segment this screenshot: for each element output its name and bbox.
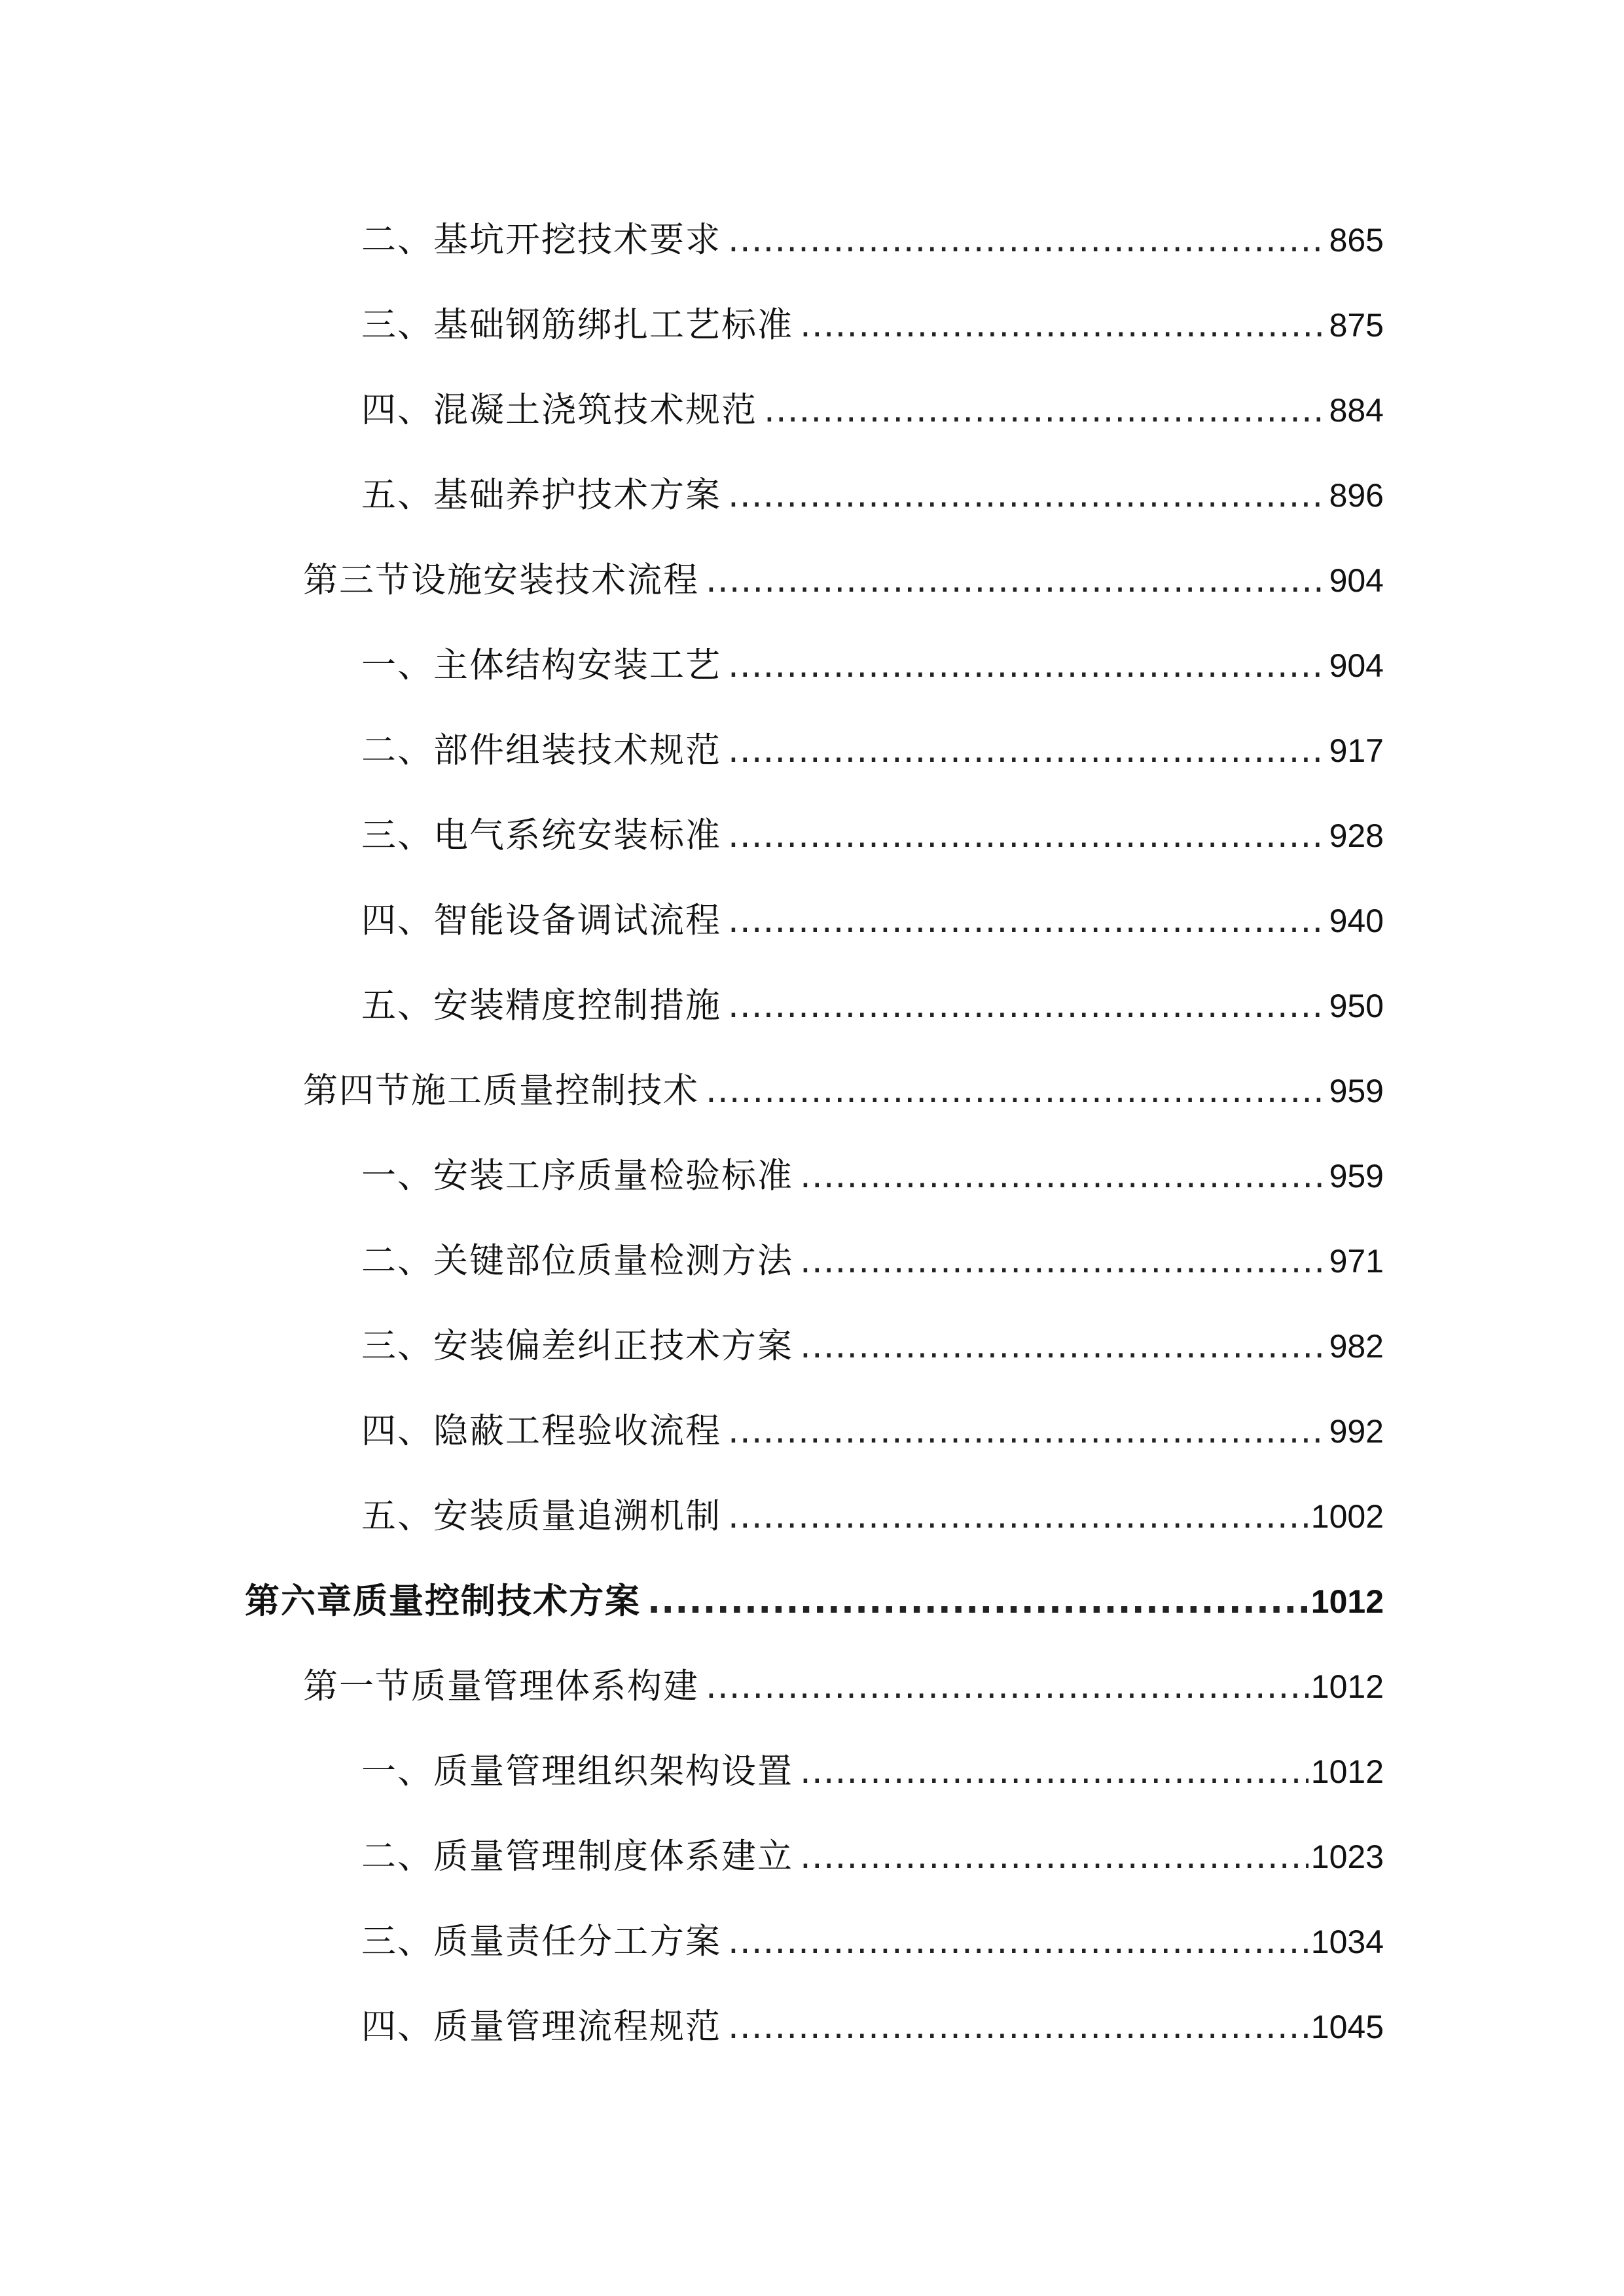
toc-entry-page: 1012	[1310, 1753, 1384, 1790]
toc-entry-section[interactable]	[303, 1657, 1384, 1716]
toc-dot-leader	[728, 891, 1327, 950]
toc-entry-title: 二、质量管理制度体系建立	[361, 1837, 793, 1876]
toc-dot-leader	[728, 1912, 1308, 1971]
toc-entry[interactable]	[361, 891, 1384, 950]
toc-dot-leader	[728, 806, 1327, 865]
toc-entry[interactable]	[361, 721, 1384, 780]
toc-entry[interactable]	[361, 296, 1384, 355]
toc-entry-page: 992	[1329, 1413, 1384, 1450]
toc-entry-title: 二、关键部位质量检测方法	[361, 1241, 793, 1281]
toc-dot-leader	[800, 1827, 1308, 1886]
toc-dot-leader	[706, 551, 1327, 610]
toc-dot-leader	[728, 466, 1327, 525]
toc-entry[interactable]	[361, 466, 1384, 525]
toc-entry-page: 950	[1329, 988, 1384, 1024]
toc-entry-title: 三、电气系统安装标准	[361, 816, 721, 855]
toc-entry-title: 四、隐蔽工程验收流程	[361, 1411, 721, 1451]
toc-dot-leader	[647, 1572, 1308, 1631]
toc-entry-title: 一、主体结构安装工艺	[361, 645, 721, 685]
toc-entry-page: 1045	[1310, 2009, 1384, 2045]
toc-dot-leader	[800, 1317, 1327, 1376]
toc-entry-title: 三、安装偏差纠正技术方案	[361, 1326, 793, 1366]
toc-entry-title: 四、智能设备调试流程	[361, 901, 721, 941]
toc-entry[interactable]	[361, 1147, 1384, 1206]
toc-entry[interactable]	[361, 1912, 1384, 1971]
toc-entry-title: 五、安装质量追溯机制	[361, 1496, 721, 1536]
toc-entry-title: 第三节设施安装技术流程	[303, 560, 699, 600]
toc-entry[interactable]	[361, 1742, 1384, 1801]
toc-entry-page: 904	[1329, 562, 1384, 599]
toc-entry-title: 二、部件组装技术规范	[361, 730, 721, 770]
toc-entry-page: 982	[1329, 1328, 1384, 1365]
toc-entry-page: 1023	[1310, 1839, 1384, 1875]
toc-entry-page: 959	[1329, 1073, 1384, 1109]
toc-dot-leader	[764, 381, 1327, 440]
toc-dot-leader	[728, 977, 1327, 1035]
toc-dot-leader	[706, 1062, 1327, 1121]
toc-entry-title: 五、安装精度控制措施	[361, 986, 721, 1026]
toc-dot-leader	[728, 1487, 1308, 1546]
toc-entry-page: 940	[1329, 903, 1384, 939]
toc-dot-leader	[728, 636, 1327, 695]
toc-entry-page: 1012	[1310, 1668, 1384, 1705]
toc-entry-page: 865	[1329, 222, 1384, 259]
toc-entry-title: 一、质量管理组织架构设置	[361, 1751, 793, 1791]
toc-entry-title: 三、质量责任分工方案	[361, 1922, 721, 1962]
toc-entry-page: 896	[1329, 477, 1384, 514]
toc-dot-leader	[728, 721, 1327, 780]
toc-entry-title: 第一节质量管理体系构建	[303, 1666, 699, 1706]
toc-entry-title: 第六章质量控制技术方案	[245, 1581, 641, 1621]
toc-entry-section[interactable]	[303, 551, 1384, 610]
toc-entry-title: 一、安装工序质量检验标准	[361, 1156, 793, 1196]
toc-entry-title: 三、基础钢筋绑扎工艺标准	[361, 305, 793, 345]
toc-dot-leader	[800, 296, 1327, 355]
toc-dot-leader	[728, 211, 1327, 270]
toc-entry-title: 第四节施工质量控制技术	[303, 1071, 699, 1111]
toc-entry-page: 917	[1329, 732, 1384, 769]
toc-entry[interactable]	[361, 1827, 1384, 1886]
toc-entry-section[interactable]	[303, 1062, 1384, 1121]
toc-entry-page: 928	[1329, 817, 1384, 854]
toc-entry-title: 二、基坑开挖技术要求	[361, 220, 721, 260]
toc-entry[interactable]	[361, 1317, 1384, 1376]
toc-entry[interactable]	[361, 381, 1384, 440]
toc-entry[interactable]	[361, 211, 1384, 270]
toc-entry-page: 884	[1329, 392, 1384, 429]
toc-dot-leader	[800, 1742, 1308, 1801]
toc-entry-title: 五、基础养护技术方案	[361, 475, 721, 515]
toc-entry[interactable]	[361, 1998, 1384, 2056]
toc-entry-page: 1012	[1310, 1583, 1384, 1620]
toc-entry-page: 875	[1329, 307, 1384, 344]
toc-entry-page: 971	[1329, 1243, 1384, 1280]
toc-dot-leader	[728, 1998, 1308, 2056]
toc-entry-title: 四、质量管理流程规范	[361, 2007, 721, 2047]
toc-entry[interactable]	[361, 1232, 1384, 1291]
toc-entry[interactable]	[361, 806, 1384, 865]
toc-entry[interactable]	[361, 1402, 1384, 1461]
toc-entry-page: 904	[1329, 647, 1384, 684]
toc-entry-page: 959	[1329, 1158, 1384, 1194]
toc-dot-leader	[706, 1657, 1308, 1716]
toc-entry-page: 1002	[1310, 1498, 1384, 1535]
toc-dot-leader	[728, 1402, 1327, 1461]
toc-entry-chapter[interactable]	[245, 1572, 1384, 1631]
toc-dot-leader	[800, 1147, 1327, 1206]
toc-entry[interactable]	[361, 636, 1384, 695]
toc-dot-leader	[800, 1232, 1327, 1291]
toc-entry[interactable]	[361, 977, 1384, 1035]
toc-entry-title: 四、混凝土浇筑技术规范	[361, 390, 757, 430]
toc-entry[interactable]	[361, 1487, 1384, 1546]
toc-entry-page: 1034	[1310, 1924, 1384, 1960]
